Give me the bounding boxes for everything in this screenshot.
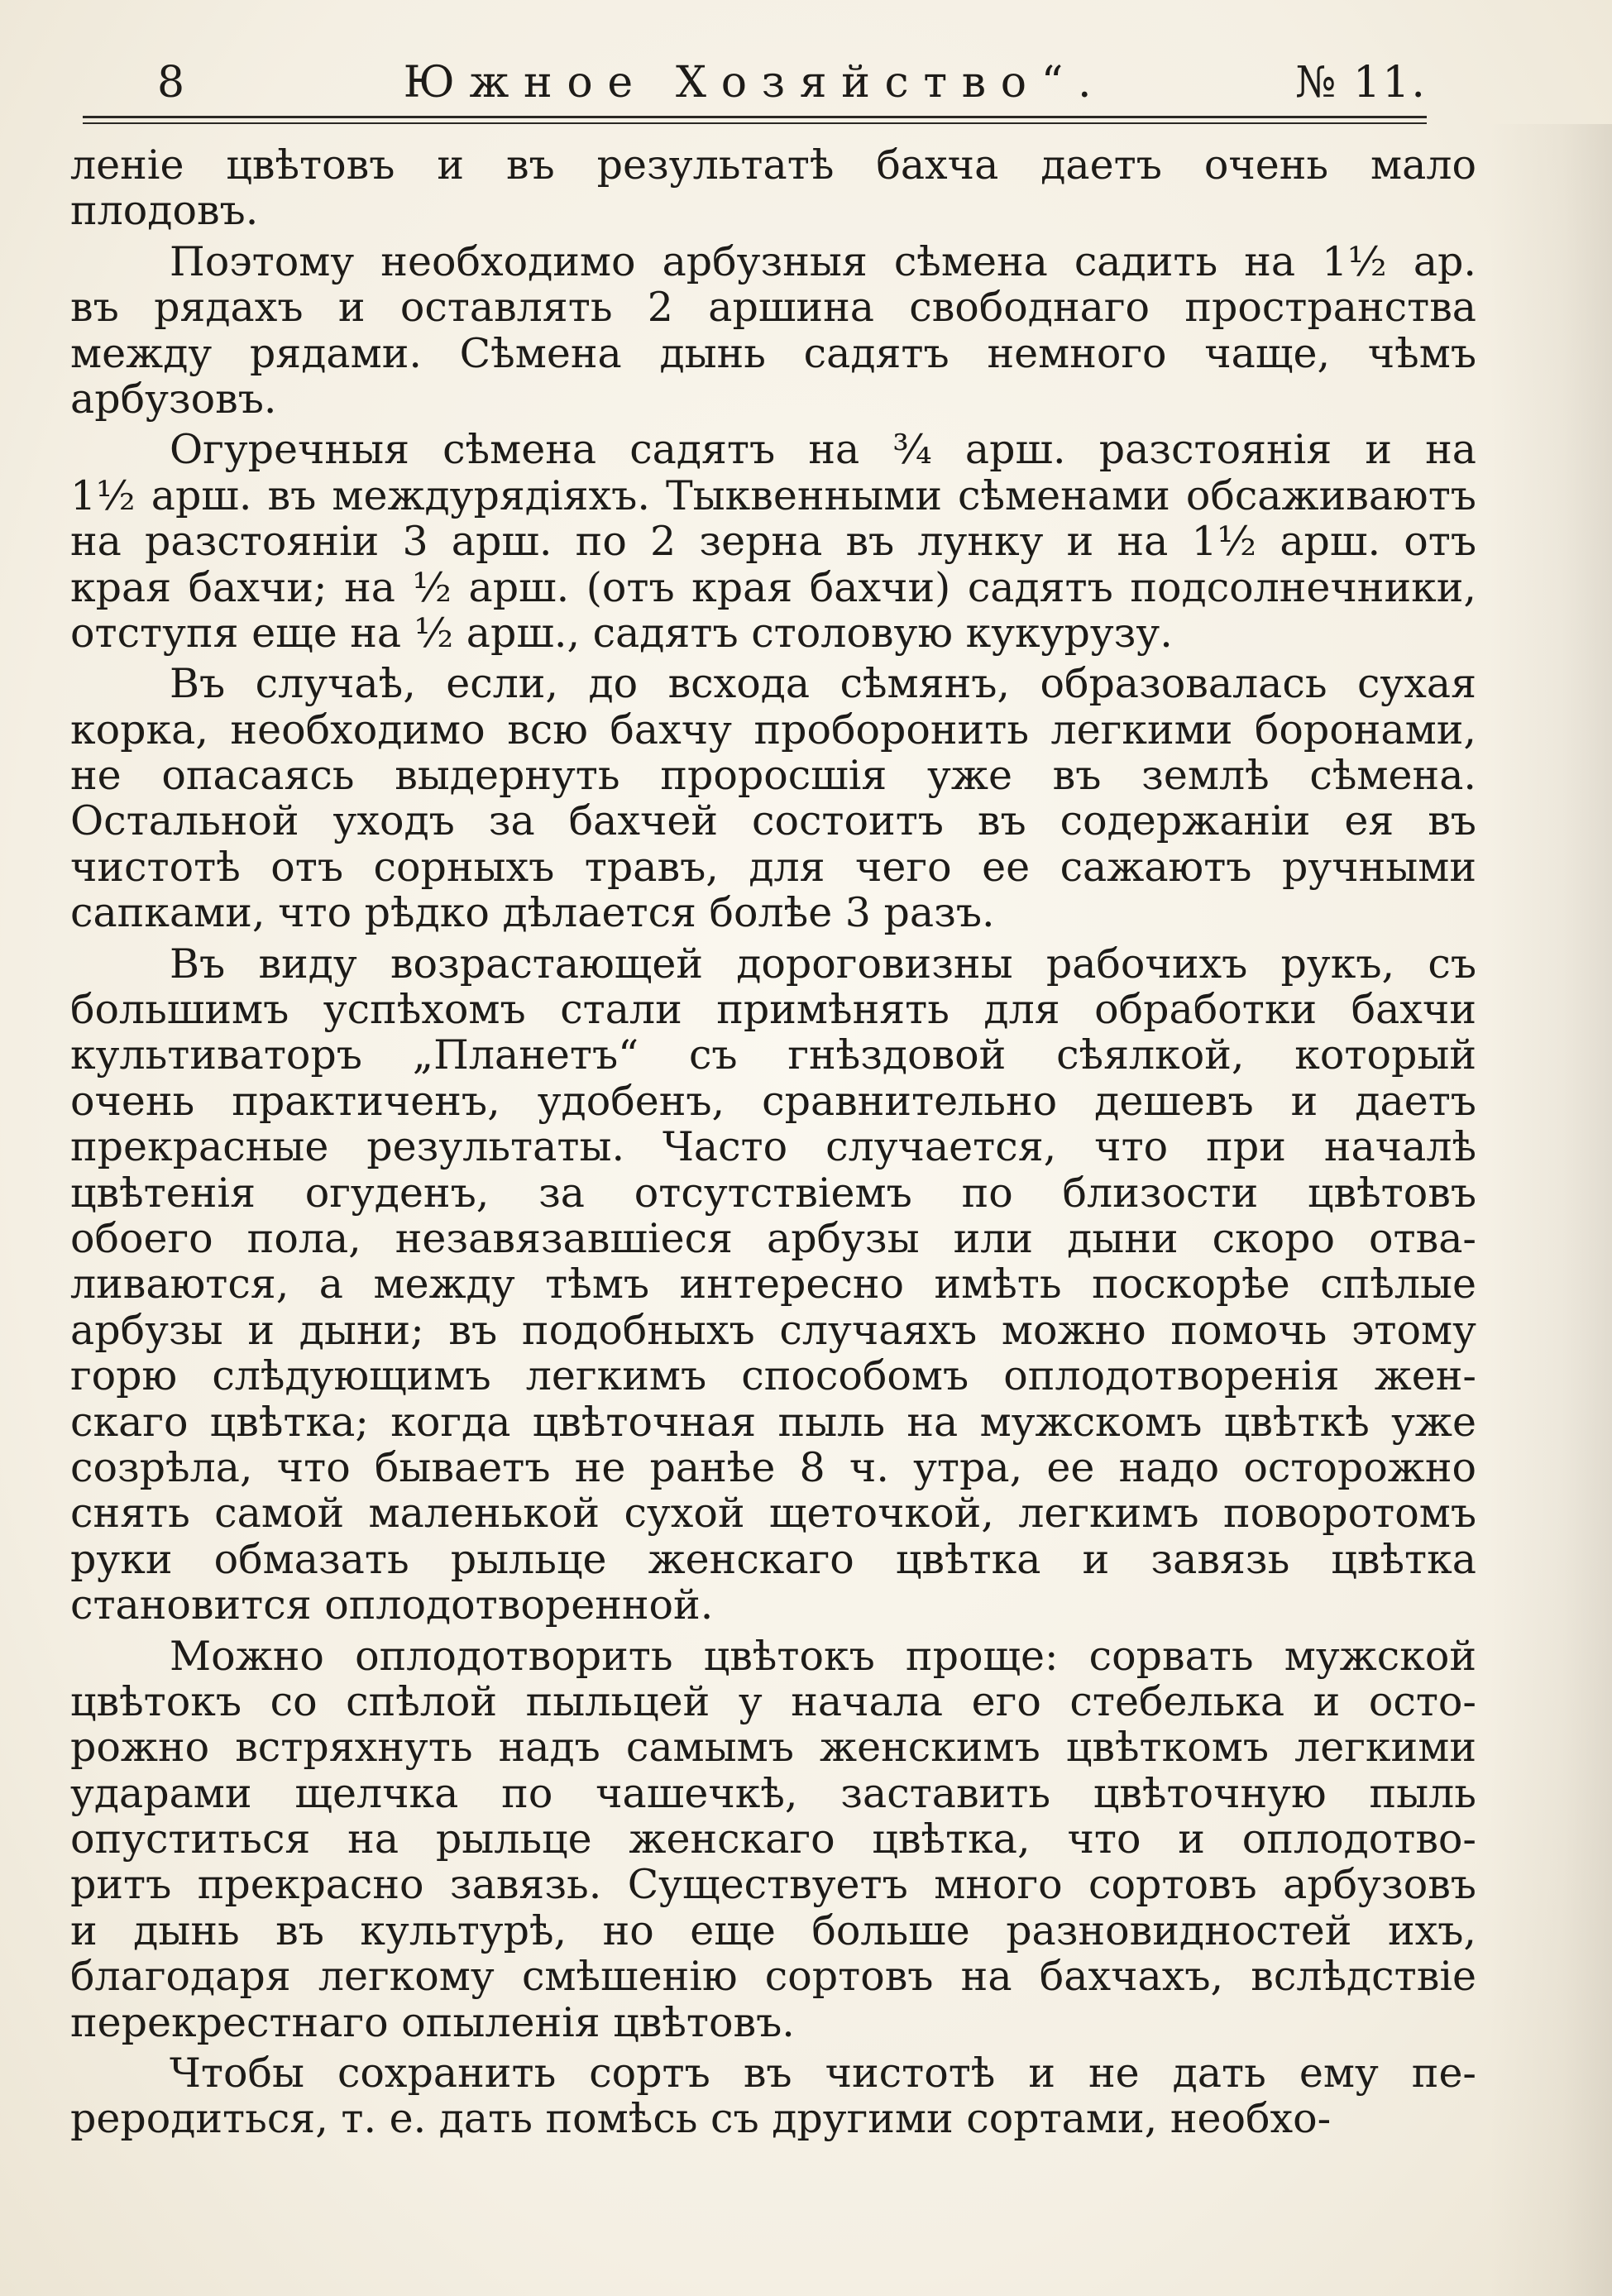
paragraph [70, 1634, 1476, 2046]
text-line: опуститься на рыльце женскаго цвѣтка, что и оплодотво- [70, 1815, 1476, 1863]
text-line: реродиться, т. е. дать помѣсь съ другими сортами, необхо- [70, 2095, 1332, 2143]
text-line: корка, необходимо всю бахчу проборонить легкими боронами, [70, 706, 1476, 753]
text-line: края бахчи; на ½ арш. (отъ края бахчи) садятъ подсолнечники, [70, 563, 1476, 611]
paragraph [70, 661, 1476, 935]
paragraph [70, 142, 1476, 234]
journal-title: Южное Хозяйство“. [403, 58, 1107, 108]
text-line: Поэтому необходимо арбузныя сѣмена садить на 1½ ар. [170, 237, 1476, 285]
text-line: Остальной уходъ за бахчей состоитъ въ содержаніи ея въ [70, 797, 1476, 845]
text-line: прекрасные результаты. Часто случается, что при началѣ [70, 1123, 1476, 1171]
text-line: ритъ прекрасно завязь. Существуетъ много сортовъ арбузовъ [70, 1861, 1476, 1909]
text-line: ливаются, а между тѣмъ интересно имѣть поскорѣе спѣлые [70, 1260, 1476, 1308]
text-line: отступя еще на ½ арш., садятъ столовую кукурузу. [70, 609, 1173, 657]
text-line: чистотѣ отъ сорныхъ травъ, для чего ее сажаютъ ручными [70, 843, 1476, 891]
text-line: Въ виду возрастающей дороговизны рабочихъ рукъ, съ [170, 940, 1476, 988]
text-line: Огуречныя сѣмена садятъ на ¾ арш. разстоянія и на [170, 426, 1476, 474]
text-line: 1½ арш. въ междурядіяхъ. Тыквенными сѣменами обсаживаютъ [70, 471, 1476, 519]
text-line: ударами щелчка по чашечкѣ, заставить цвѣточную пыль [70, 1769, 1476, 1817]
text-line: леніе цвѣтовъ и въ результатѣ бахча даетъ очень мало [70, 141, 1476, 189]
text-line: Въ случаѣ, если, до всхода сѣмянъ, образовалась сухая [170, 660, 1476, 708]
text-line: очень практиченъ, удобенъ, сравнительно дешевъ и даетъ [70, 1077, 1476, 1125]
issue-number: № 11. [1295, 58, 1427, 108]
text-line: цвѣтенія огуденъ, за отсутствіемъ по близости цвѣтовъ [70, 1169, 1476, 1217]
text-line: сапками, что рѣдко дѣлается болѣе 3 разъ. [70, 889, 995, 937]
text-line: благодаря легкому смѣшенію сортовъ на бахчахъ, вслѣдствіе [70, 1953, 1476, 2001]
running-header [83, 50, 1427, 116]
paragraph [70, 427, 1476, 656]
text-line: цвѣтокъ со спѣлой пыльцей у начала его стебелька и осто- [70, 1677, 1476, 1725]
page-number: 8 [157, 58, 185, 108]
text-line: руки обмазать рыльце женскаго цвѣтка и завязь цвѣтка [70, 1535, 1476, 1583]
text-line: перекрестнаго опыленія цвѣтовъ. [70, 1998, 795, 2046]
text-line: на разстояніи 3 арш. по 2 зерна въ лунку и на 1½ арш. отъ [70, 518, 1476, 566]
paragraph [70, 239, 1476, 423]
text-line: скаго цвѣтка; когда цвѣточная пыль на мужскомъ цвѣткѣ уже [70, 1398, 1476, 1446]
header-rule-thin [83, 122, 1427, 124]
article-body [70, 142, 1476, 2142]
text-line: созрѣла, что бываетъ не ранѣе 8 ч. утра, ее надо осторожно [70, 1443, 1476, 1491]
text-line: культиваторъ „Планетъ“ съ гнѣздовой сѣялкой, который [70, 1031, 1476, 1079]
text-line: между рядами. Сѣмена дынь садятъ немного чаще, чѣмъ [70, 329, 1476, 377]
text-line: большимъ успѣхомъ стали примѣнять для обработки бахчи [70, 986, 1476, 1034]
text-line: снять самой маленькой сухой щеточкой, легкимъ поворотомъ [70, 1490, 1476, 1538]
text-line: горю слѣдующимъ легкимъ способомъ оплодотворенія жен- [70, 1352, 1476, 1400]
show-through-edge [1489, 124, 1612, 2296]
paragraph [70, 2050, 1476, 2142]
text-line: плодовъ. [70, 187, 259, 235]
text-line: и дынь въ культурѣ, но еще больше разновидностей ихъ, [70, 1906, 1476, 1954]
text-line: рожно встряхнуть надъ самымъ женскимъ цвѣткомъ легкими [70, 1724, 1476, 1772]
text-line: арбузы и дыни; въ подобныхъ случаяхъ можно помочь этому [70, 1306, 1476, 1354]
paragraph [70, 941, 1476, 1629]
text-line: обоего пола, незавязавшіеся арбузы или дыни скоро отва- [70, 1214, 1476, 1262]
header-rule [83, 116, 1427, 118]
text-line: арбузовъ. [70, 375, 277, 423]
text-line: становится оплодотворенной. [70, 1581, 714, 1629]
text-line: не опасаясь выдернуть проросшія уже въ землѣ сѣмена. [70, 752, 1476, 800]
text-line: въ рядахъ и оставлять 2 аршина свободнаго пространства [70, 284, 1476, 332]
text-line: Можно оплодотворить цвѣтокъ проще: сорвать мужской [170, 1632, 1476, 1680]
text-line: Чтобы сохранить сортъ въ чистотѣ и не дать ему пе- [170, 2050, 1476, 2097]
